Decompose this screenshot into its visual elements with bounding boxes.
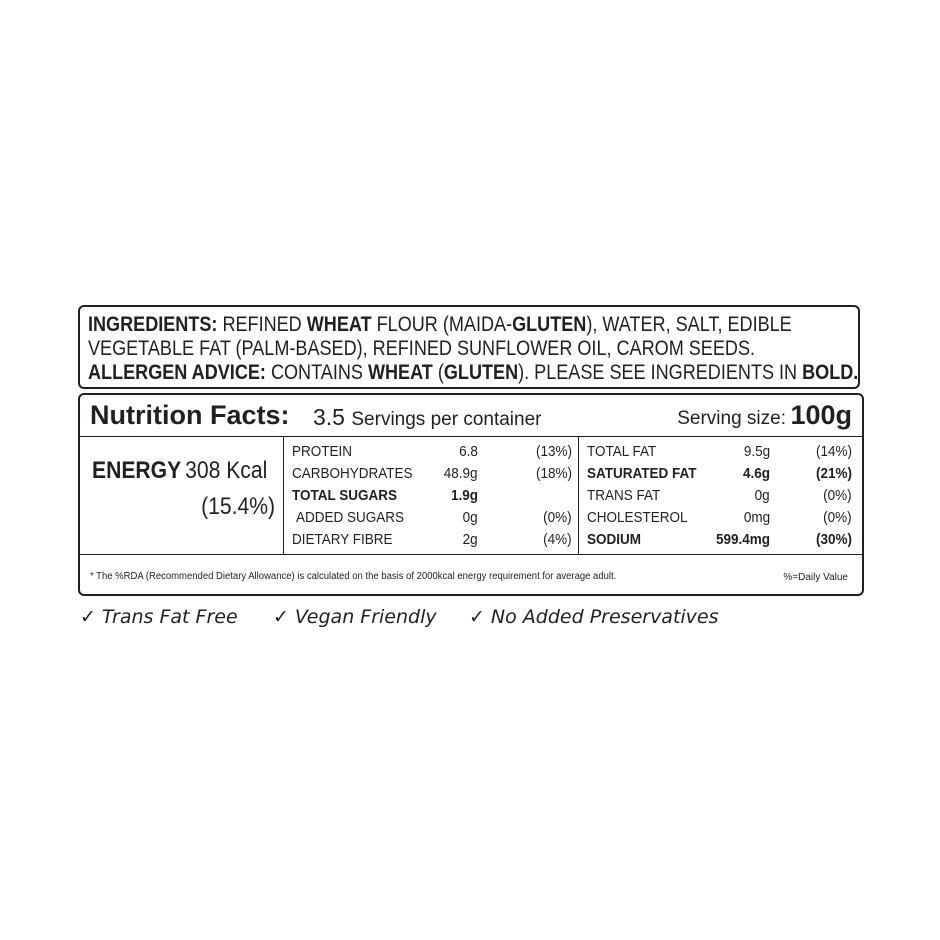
nutrient-amount: 599.4mg [715, 531, 770, 548]
ingredient-text-segment: WHEAT [367, 361, 433, 384]
claim-text: Trans Fat Free [101, 606, 238, 628]
ingredient-text-segment: REFINED [217, 313, 307, 336]
nutrient-name: PROTEIN [292, 443, 353, 460]
nutrient-row [579, 441, 862, 463]
nutrient-pct: (0%) [543, 509, 572, 526]
nutrient-amount: 0g [754, 487, 770, 504]
ingredients-line-2 [88, 337, 755, 361]
fat-sodium-table [579, 437, 862, 555]
serving-size-value: 100g [790, 400, 852, 430]
nutrient-name: TRANS FAT [587, 487, 661, 504]
ingredient-text-segment: CONTAINS [265, 361, 368, 384]
nutrient-amount: 9.5g [743, 443, 770, 460]
claim-item [273, 606, 437, 628]
nutrient-name: SODIUM [587, 531, 641, 548]
energy-percent: (15.4%) [201, 493, 275, 520]
nutrient-amount: 4.6g [742, 465, 770, 482]
nutrient-pct: (13%) [535, 443, 572, 460]
nutrient-name: CHOLESTEROL [587, 509, 688, 526]
nutrient-pct: (21%) [815, 465, 852, 482]
nutrient-name: TOTAL FAT [587, 443, 657, 460]
claim-item [469, 606, 719, 628]
nutrient-amount: 0g [462, 509, 478, 526]
nutrition-facts-panel [78, 393, 864, 596]
nutrient-amount: 1.9g [450, 487, 478, 504]
nutrient-pct: (4%) [543, 531, 572, 548]
nutrient-pct: (14%) [815, 443, 852, 460]
nutrient-row [579, 463, 862, 485]
macronutrient-table [284, 437, 579, 555]
checkmark-icon: ✓ [469, 606, 485, 628]
nutrient-name: SATURATED FAT [587, 465, 697, 482]
checkmark-icon: ✓ [273, 606, 289, 628]
nutrient-row [284, 485, 578, 507]
daily-value-note: %=Daily Value [783, 572, 848, 583]
nutrient-row [579, 507, 862, 529]
claim-text: Vegan Friendly [294, 606, 437, 628]
nutrient-name: ADDED SUGARS [296, 509, 405, 526]
ingredient-text-segment: GLUTEN [512, 313, 587, 336]
nutrient-amount: 2g [462, 531, 478, 548]
nutrition-title: Nutrition Facts: [90, 400, 290, 430]
energy-label: ENERGY [92, 457, 182, 484]
nutrient-amount: 48.9g [444, 465, 478, 482]
energy-value: 308 Kcal [185, 457, 268, 484]
checkmark-icon: ✓ [80, 606, 96, 628]
nutrient-row [284, 529, 578, 551]
ingredient-text-segment: ALLERGEN ADVICE: [88, 361, 266, 384]
ingredient-text-segment: ( [432, 361, 444, 384]
ingredient-text-segment: ), WATER, SALT, EDIBLE [586, 313, 792, 336]
servings-per-container [313, 404, 541, 431]
nutrient-row [284, 463, 578, 485]
nutrient-name: CARBOHYDRATES [292, 465, 413, 482]
allergen-advice-line [88, 361, 858, 385]
nutrient-name: TOTAL SUGARS [292, 487, 398, 504]
claim-text: No Added Preservatives [490, 606, 719, 628]
rda-footnote: * The %RDA (Recommended Dietary Allowance) is calculated on the basis of 2000kcal energy requirement for average adult. [90, 571, 617, 582]
nutrient-amount: 6.8 [459, 443, 478, 460]
ingredient-text-segment: BOLD. [802, 361, 859, 384]
ingredient-text-segment: INGREDIENTS: [88, 313, 218, 336]
energy-cell [80, 437, 284, 555]
ingredient-text-segment: FLOUR (MAIDA- [371, 313, 513, 336]
nutrient-pct: (18%) [535, 465, 572, 482]
ingredients-line-1 [88, 313, 792, 337]
energy-row [92, 457, 267, 485]
ingredient-text-segment: WHEAT [306, 313, 372, 336]
servings-count: 3.5 [313, 404, 345, 430]
serving-size [677, 400, 852, 431]
nutrient-pct: (0%) [823, 509, 852, 526]
serving-size-label: Serving size: [677, 408, 786, 429]
ingredient-text-segment: GLUTEN [443, 361, 519, 384]
ingredient-text-segment: VEGETABLE FAT (PALM-BASED), REFINED SUNFLOWER OIL, CAROM SEEDS. [88, 337, 756, 360]
nutrient-pct: (0%) [823, 487, 852, 504]
nutrient-row [579, 529, 862, 551]
servings-text: Servings per container [351, 409, 542, 430]
nutrition-header [80, 395, 862, 437]
ingredients-panel [78, 305, 860, 389]
claim-item [80, 606, 238, 628]
nutrient-row [284, 441, 578, 463]
nutrient-row [579, 485, 862, 507]
nutrient-amount: 0mg [743, 509, 770, 526]
nutrient-pct: (30%) [815, 531, 852, 548]
nutrient-name: DIETARY FIBRE [292, 531, 393, 548]
nutrient-row [284, 507, 578, 529]
ingredient-text-segment: ). PLEASE SEE INGREDIENTS IN [518, 361, 803, 384]
